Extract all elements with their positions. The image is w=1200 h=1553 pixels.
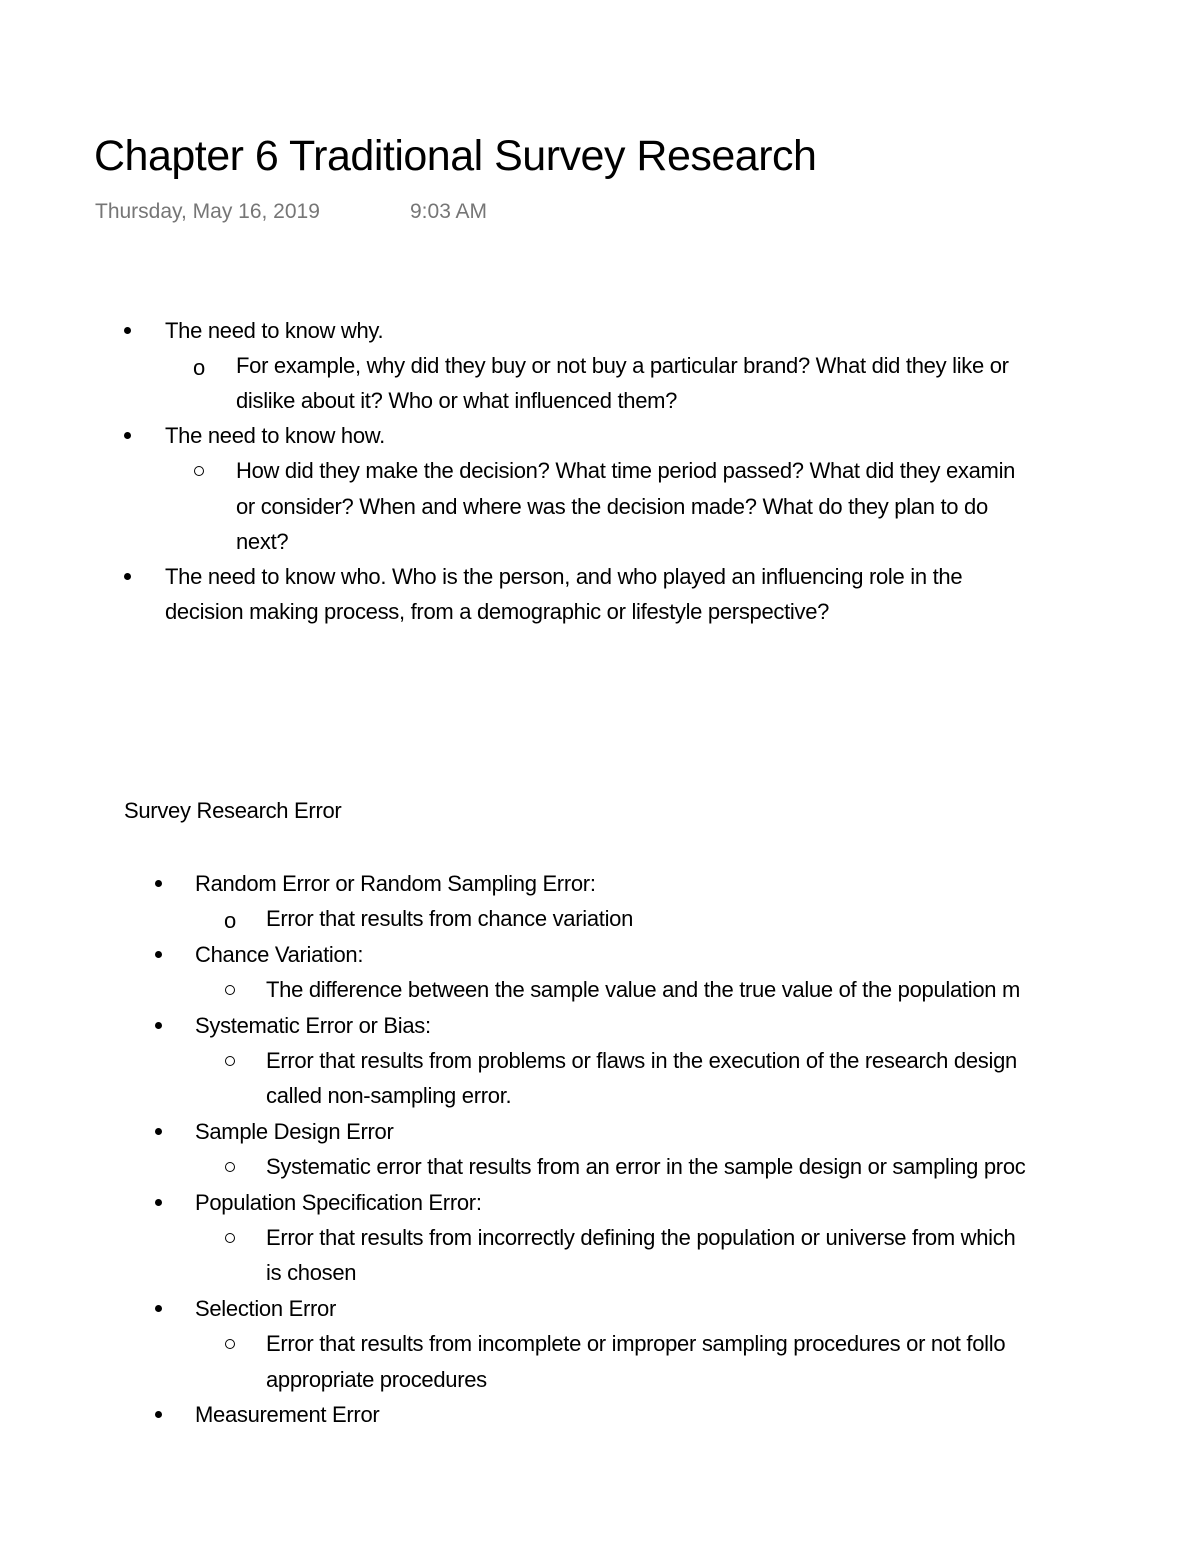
bullet-icon xyxy=(124,432,131,439)
list-item-text: Measurement Error xyxy=(195,1402,380,1427)
sub-item-text: The difference between the sample value and the true value of the population m xyxy=(266,977,1021,1003)
sub-item-text: Error that results from incorrectly defining the population or universe from which xyxy=(266,1225,1016,1250)
sub-item-text: Error that results from problems or flaws in the execution of the research design xyxy=(266,1048,1017,1073)
bullet-icon xyxy=(155,951,162,958)
section-heading: Survey Research Error xyxy=(124,798,342,823)
bullet-icon xyxy=(155,1199,162,1206)
sub-item-text: How did they make the decision? What time period passed? What did they examin xyxy=(236,458,1016,484)
sub-bullet-icon: o xyxy=(224,908,237,934)
bullet-icon xyxy=(155,1022,162,1029)
bullet-icon xyxy=(155,1305,162,1312)
page-title: Chapter 6 Traditional Survey Research xyxy=(94,132,817,180)
list-item-text: The need to know how. xyxy=(165,423,385,449)
list-item-text: The need to know why. xyxy=(165,318,384,343)
list-item-text: Population Specification Error: xyxy=(195,1189,482,1215)
sub-bullet-icon xyxy=(225,1162,235,1172)
bullet-icon xyxy=(155,880,162,887)
sub-bullet-icon xyxy=(225,1233,235,1243)
list-item-text: Random Error or Random Sampling Error: xyxy=(195,871,596,896)
bullet-icon xyxy=(155,1128,162,1135)
sub-item-text: appropriate procedures xyxy=(266,1366,487,1392)
list-item-text: Selection Error xyxy=(195,1295,337,1321)
list-item-text: Systematic Error or Bias: xyxy=(195,1012,431,1038)
list-item-text: Sample Design Error xyxy=(195,1118,394,1144)
sub-bullet-icon xyxy=(225,1056,235,1066)
sub-item-text: is chosen xyxy=(266,1260,357,1286)
bullet-icon xyxy=(124,327,131,334)
sub-item-text: Error that results from incomplete or improper sampling procedures or not follo xyxy=(266,1331,1006,1357)
sub-bullet-icon: o xyxy=(193,355,206,381)
sub-item-text: For example, why did they buy or not buy a particular brand? What did they like or xyxy=(236,353,1009,379)
sub-item-text: called non-sampling error. xyxy=(266,1083,512,1109)
sub-item-text: Systematic error that results from an error in the sample design or sampling proc xyxy=(266,1154,1026,1180)
list-item-text: decision making process, from a demographic or lifestyle perspective? xyxy=(165,598,830,624)
bullet-icon xyxy=(124,573,131,580)
note-date: Thursday, May 16, 2019 xyxy=(95,200,320,223)
sub-item-text: next? xyxy=(236,528,289,554)
sub-bullet-icon xyxy=(194,466,204,476)
list-item-text: Chance Variation: xyxy=(195,941,364,967)
list-item-text: The need to know who. Who is the person, and who played an influencing role in the xyxy=(165,563,963,589)
sub-bullet-icon xyxy=(225,1339,235,1349)
sub-item-text: dislike about it? Who or what influenced them? xyxy=(236,388,678,414)
note-time: 9:03 AM xyxy=(410,200,488,223)
sub-item-text: or consider? When and where was the decision made? What do they plan to do xyxy=(236,493,988,519)
bullet-icon xyxy=(155,1411,162,1418)
sub-bullet-icon xyxy=(225,985,235,995)
sub-item-text: Error that results from chance variation xyxy=(266,906,634,932)
